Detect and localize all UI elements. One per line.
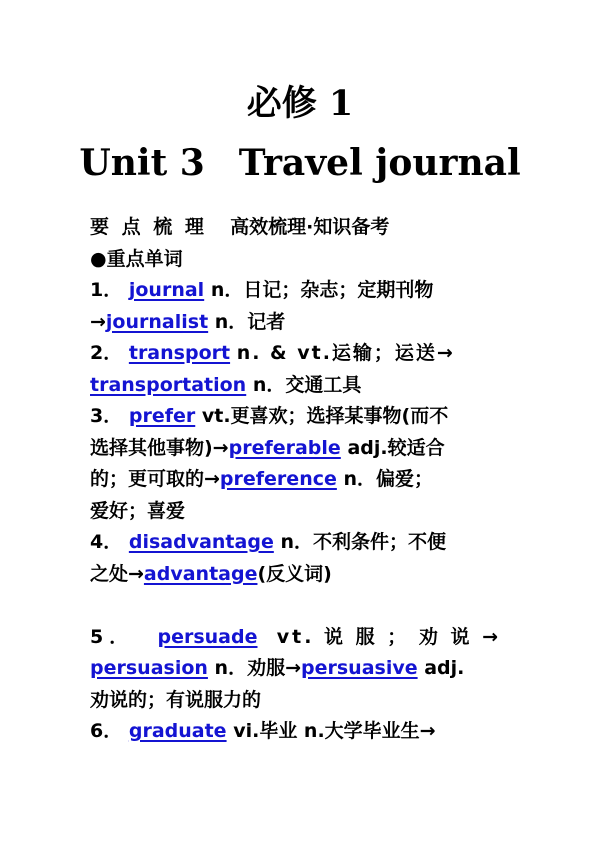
section-heading bbox=[90, 212, 518, 244]
spacer bbox=[90, 590, 518, 622]
answer-word: persuasive bbox=[301, 657, 418, 679]
list-item bbox=[90, 716, 518, 748]
answer-word: persuade bbox=[157, 625, 258, 648]
item-number: 2． bbox=[90, 342, 123, 364]
answer-word: persuasion bbox=[90, 657, 208, 679]
item-definition: adj. bbox=[424, 657, 465, 679]
list-item bbox=[90, 527, 518, 559]
item-number: 4． bbox=[90, 531, 123, 553]
item-number: 5． bbox=[90, 625, 135, 648]
answer-word: journal bbox=[128, 279, 205, 301]
section-heading-slogan: 高效梳理·知识备考 bbox=[230, 216, 390, 238]
list-item-continued bbox=[90, 464, 518, 496]
unit-topic: Travel journal bbox=[238, 142, 521, 184]
answer-word: transportation bbox=[90, 373, 247, 396]
section-subheading: ●重点单词 bbox=[90, 247, 183, 270]
list-item-continued bbox=[90, 653, 518, 685]
item-definition: vt.更喜欢；选择某事物(而不 bbox=[201, 405, 449, 427]
answer-word: disadvantage bbox=[128, 531, 274, 553]
answer-word: advantage bbox=[143, 562, 258, 585]
item-definition: 的；更可取的→ bbox=[90, 468, 220, 490]
item-definition: vi.毕业 n.大学毕业生→ bbox=[233, 720, 436, 742]
answer-word: preferable bbox=[228, 436, 341, 459]
unit-number: Unit 3 bbox=[79, 142, 205, 184]
item-definition: n．劝服→ bbox=[214, 657, 301, 679]
answer-word: preference bbox=[219, 468, 337, 490]
list-item-continued bbox=[90, 370, 518, 402]
item-number: 3． bbox=[90, 405, 123, 427]
list-item bbox=[90, 622, 518, 654]
vocabulary-section bbox=[90, 212, 518, 748]
answer-word: graduate bbox=[128, 720, 227, 742]
answer-word: prefer bbox=[128, 405, 196, 427]
section-heading-label: 要 点 梳 理 bbox=[90, 216, 207, 238]
list-item-continued: 劝说的；有说服力的 bbox=[90, 688, 262, 711]
item-definition: n．记者 bbox=[214, 310, 286, 333]
book-title: 必修 1 bbox=[246, 83, 354, 124]
item-number: 6． bbox=[90, 720, 123, 742]
item-definition: n．交通工具 bbox=[252, 373, 362, 396]
list-item bbox=[90, 338, 518, 370]
item-definition: n．日记；杂志；定期刊物 bbox=[210, 279, 434, 301]
answer-word: transport bbox=[128, 342, 231, 364]
item-definition: 之处→ bbox=[90, 562, 144, 585]
list-item-continued bbox=[90, 559, 518, 591]
list-item bbox=[90, 401, 518, 433]
item-definition: n. & vt.运输；运送→ bbox=[236, 342, 455, 364]
list-item-continued bbox=[90, 307, 518, 339]
list-item bbox=[90, 275, 518, 307]
item-definition: adj.较适合 bbox=[347, 436, 445, 459]
list-item-continued: 爱好；喜爱 bbox=[90, 499, 186, 522]
item-definition: (反义词) bbox=[257, 562, 332, 585]
item-number: 1． bbox=[90, 279, 123, 301]
arrow-text: → bbox=[90, 310, 106, 333]
list-item-continued bbox=[90, 433, 518, 465]
unit-title bbox=[0, 140, 600, 186]
item-definition: vt. 说 服 ； 劝 说 → bbox=[276, 625, 502, 648]
item-definition: 选择其他事物)→ bbox=[90, 436, 229, 459]
item-definition: n．偏爱； bbox=[343, 468, 434, 490]
item-definition: n．不利条件；不便 bbox=[280, 531, 446, 553]
answer-word: journalist bbox=[105, 310, 209, 333]
